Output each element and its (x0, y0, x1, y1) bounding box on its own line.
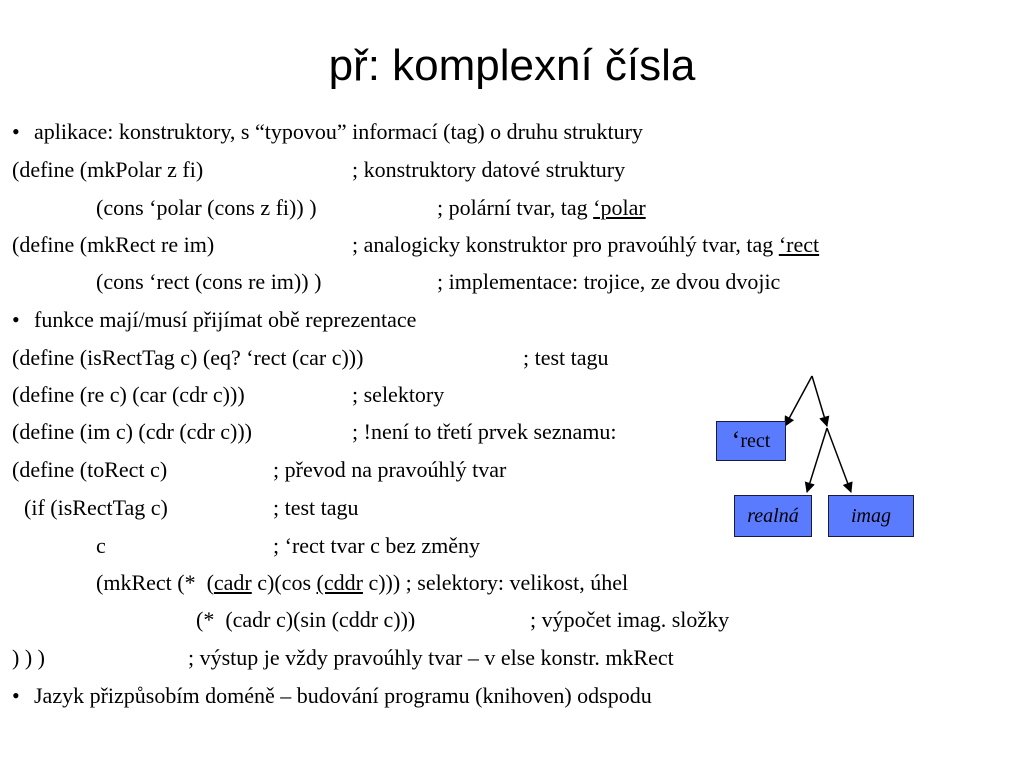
bullet-text-3: Jazyk přizpůsobím doméně – budování programu (knihoven) odspodu (34, 683, 652, 708)
code-line-12: (* (cadr c)(sin (cddr c))) (196, 607, 416, 632)
code-line-8: (define (toRect c) (12, 457, 168, 482)
code-line-5: (define (isRectTag c) (eq? ‘rect (car c))) (12, 345, 364, 370)
tag-rect-box (716, 421, 786, 461)
tag-quote: ‘ (731, 426, 741, 455)
bullet-item-1 (12, 118, 643, 146)
comment-line-1: ; konstruktory datové struktury (352, 157, 626, 182)
comment-line-9: ; test tagu (273, 495, 359, 520)
code-text: (mkRect (* ( (96, 570, 214, 595)
code-text: c)(cos (251, 570, 317, 595)
bullet-text-2: funkce mají/musí přijímat obě reprezentace (34, 307, 417, 332)
code-line-6: (define (re c) (car (cdr c))) (12, 382, 245, 407)
comment-line-10: ; ‘rect tvar c bez změny (273, 533, 481, 558)
arrow-to-imag (827, 428, 851, 492)
code-line-1: (define (mkPolar z fi) (12, 157, 204, 182)
code-text: c))) ; selektory: velikost, úhel (362, 570, 629, 595)
arrow-to-tag (785, 376, 812, 426)
comment-text: ; polární tvar, tag (437, 195, 594, 220)
slide-title: př: komplexní čísla (328, 41, 696, 90)
bullet-item-2 (12, 306, 417, 334)
real-part-box (734, 495, 812, 537)
selector-cadr: cadr (213, 570, 252, 595)
bullet-item-3 (12, 682, 652, 710)
comment-line-3 (352, 231, 819, 259)
comment-line-12: ; výpočet imag. složky (530, 607, 730, 632)
code-line-2: (cons ‘polar (cons z fi)) ) (96, 195, 317, 220)
code-line-10: c (96, 533, 106, 558)
comment-line-6: ; selektory (352, 382, 445, 407)
tag-rect: ‘rect (778, 232, 820, 257)
bullet-text-1: aplikace: konstruktory, s “typovou” informací (tag) o druhu struktury (34, 119, 643, 144)
comment-text: ; analogicky konstruktor pro pravoúhlý tvar, tag (352, 232, 779, 257)
bullet-marker: • (12, 683, 20, 708)
real-part-label: realná (747, 505, 799, 527)
code-line-3: (define (mkRect re im) (12, 232, 215, 257)
bullet-marker: • (12, 119, 20, 144)
code-line-4: (cons ‘rect (cons re im)) ) (96, 269, 322, 294)
code-line-9: (if (isRectTag c) (24, 495, 168, 520)
imag-part-label: imag (851, 505, 891, 527)
code-line-11 (96, 569, 628, 597)
tag-rect-label: rect (740, 430, 771, 452)
arrow-to-real (807, 428, 827, 492)
comment-line-2 (437, 194, 646, 222)
arrow-to-pair (812, 376, 827, 426)
comment-line-13: ; výstup je vždy pravoúhly tvar – v else konstr. mkRect (188, 645, 674, 670)
selector-cddr: (cddr (316, 570, 363, 595)
comment-line-5: ; test tagu (523, 345, 609, 370)
code-line-13: ) ) ) (12, 645, 45, 670)
comment-line-4: ; implementace: trojice, ze dvou dvojic (437, 269, 781, 294)
code-line-7: (define (im c) (cdr (cdr c))) (12, 419, 253, 444)
tag-polar: ‘polar (593, 195, 646, 220)
comment-line-8: ; převod na pravoúhlý tvar (273, 457, 507, 482)
imag-part-box (828, 495, 914, 537)
bullet-marker: • (12, 307, 20, 332)
comment-line-7: ; !není to třetí prvek seznamu: (352, 419, 617, 444)
